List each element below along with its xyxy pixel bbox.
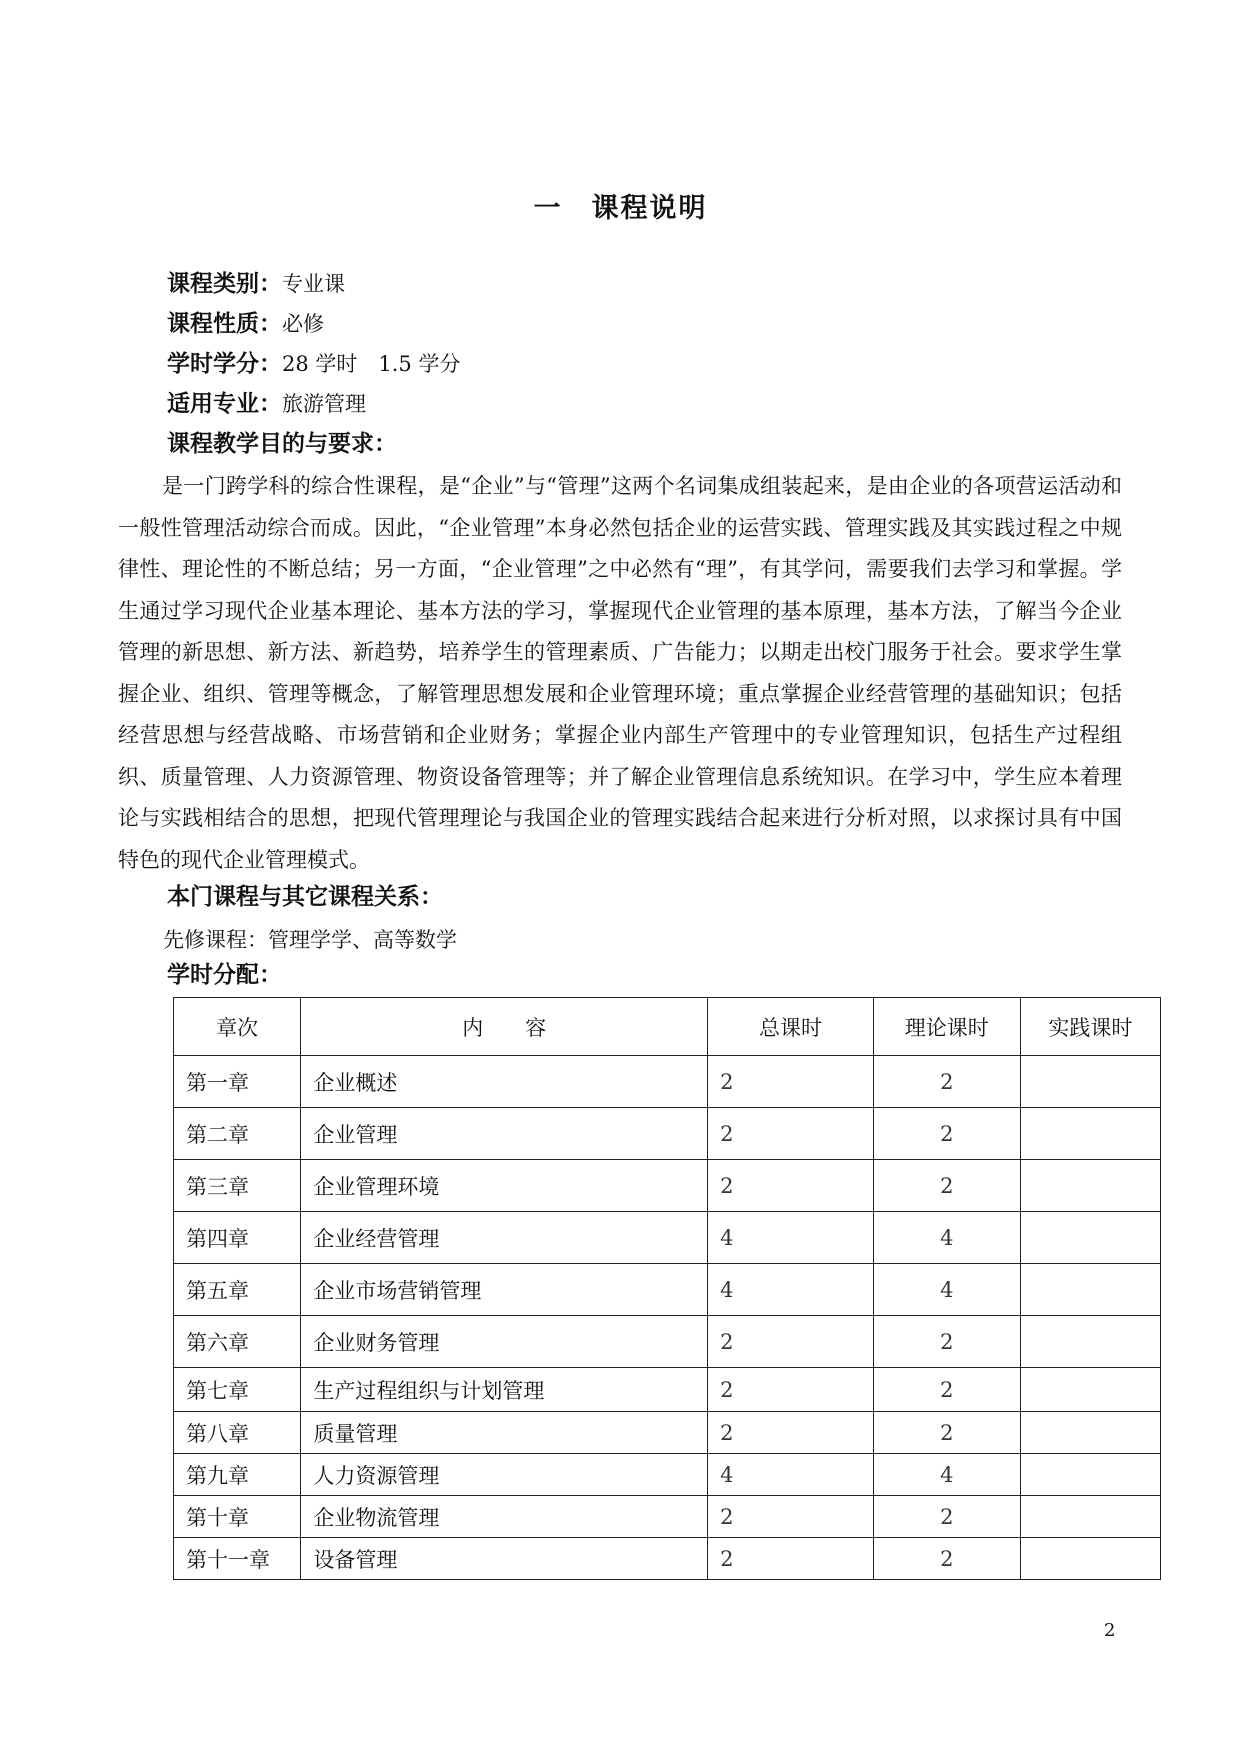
meta-value: 必修 [282, 312, 324, 336]
cell-total: 2 [708, 1496, 874, 1538]
table-row [174, 1368, 1161, 1412]
meta-applicable-major [167, 384, 1147, 424]
cell-total: 4 [708, 1454, 874, 1496]
table-header-row [174, 998, 1161, 1056]
cell-theory: 2 [873, 1160, 1020, 1212]
cell-chapter: 第七章 [174, 1368, 301, 1412]
meta-value: 28 学时 1.5 学分 [282, 352, 461, 376]
cell-total: 2 [708, 1316, 874, 1368]
section-title: 一 课程说明 [533, 193, 708, 224]
cell-content: 企业经营管理 [301, 1212, 708, 1264]
meta-course-nature [167, 304, 1147, 344]
cell-total: 2 [708, 1160, 874, 1212]
cell-total: 2 [708, 1108, 874, 1160]
cell-theory: 2 [873, 1316, 1020, 1368]
cell-practice [1020, 1368, 1160, 1412]
meta-label: 学时学分： [167, 351, 282, 377]
meta-course-category [167, 264, 1147, 304]
cell-chapter: 第十章 [174, 1496, 301, 1538]
cell-chapter: 第九章 [174, 1454, 301, 1496]
cell-chapter: 第四章 [174, 1212, 301, 1264]
cell-practice [1020, 1496, 1160, 1538]
cell-total: 4 [708, 1264, 874, 1316]
cell-total: 2 [708, 1412, 874, 1454]
header-theory-hours: 理论课时 [873, 998, 1020, 1056]
table-row [174, 1412, 1161, 1454]
cell-practice [1020, 1454, 1160, 1496]
hours-table [173, 997, 1161, 1580]
cell-chapter: 第十一章 [174, 1538, 301, 1580]
table-row [174, 1212, 1161, 1264]
meta-label: 适用专业： [167, 391, 282, 417]
cell-practice [1020, 1264, 1160, 1316]
table-row [174, 1056, 1161, 1108]
cell-theory: 4 [873, 1264, 1020, 1316]
meta-label: 课程类别： [167, 271, 282, 297]
meta-value: 专业课 [282, 272, 345, 296]
table-row [174, 1496, 1161, 1538]
course-meta [167, 264, 1147, 464]
cell-chapter: 第五章 [174, 1264, 301, 1316]
cell-practice [1020, 1108, 1160, 1160]
cell-practice [1020, 1412, 1160, 1454]
cell-content: 企业物流管理 [301, 1496, 708, 1538]
cell-practice [1020, 1160, 1160, 1212]
cell-total: 2 [708, 1056, 874, 1108]
table-row [174, 1264, 1161, 1316]
prerequisites: 先修课程：管理学学、高等数学 [163, 928, 457, 952]
cell-total: 4 [708, 1212, 874, 1264]
cell-content: 企业概述 [301, 1056, 708, 1108]
cell-content: 企业管理环境 [301, 1160, 708, 1212]
relation-heading: 本门课程与其它课程关系： [167, 884, 443, 910]
cell-total: 2 [708, 1538, 874, 1580]
cell-chapter: 第六章 [174, 1316, 301, 1368]
meta-label: 课程性质： [167, 311, 282, 337]
cell-chapter: 第一章 [174, 1056, 301, 1108]
cell-total: 2 [708, 1368, 874, 1412]
cell-practice [1020, 1212, 1160, 1264]
page-number: 2 [1104, 1620, 1116, 1641]
cell-content: 企业财务管理 [301, 1316, 708, 1368]
cell-content: 人力资源管理 [301, 1454, 708, 1496]
cell-theory: 2 [873, 1056, 1020, 1108]
header-chapter: 章次 [174, 998, 301, 1056]
cell-theory: 2 [873, 1108, 1020, 1160]
cell-theory: 2 [873, 1412, 1020, 1454]
table-row [174, 1316, 1161, 1368]
cell-content: 企业市场营销管理 [301, 1264, 708, 1316]
cell-theory: 4 [873, 1212, 1020, 1264]
cell-chapter: 第八章 [174, 1412, 301, 1454]
cell-content: 企业管理 [301, 1108, 708, 1160]
meta-label: 课程教学目的与要求： [167, 431, 397, 457]
cell-theory: 2 [873, 1538, 1020, 1580]
cell-practice [1020, 1316, 1160, 1368]
cell-content: 质量管理 [301, 1412, 708, 1454]
table-row [174, 1160, 1161, 1212]
cell-theory: 2 [873, 1368, 1020, 1412]
cell-chapter: 第三章 [174, 1160, 301, 1212]
header-practice-hours: 实践课时 [1020, 998, 1160, 1056]
cell-theory: 4 [873, 1454, 1020, 1496]
cell-theory: 2 [873, 1496, 1020, 1538]
cell-chapter: 第二章 [174, 1108, 301, 1160]
cell-content: 生产过程组织与计划管理 [301, 1368, 708, 1412]
cell-content: 设备管理 [301, 1538, 708, 1580]
cell-practice [1020, 1538, 1160, 1580]
table-row [174, 1108, 1161, 1160]
course-description: 是一门跨学科的综合性课程，是“企业”与“管理”这两个名词集成组装起来，是由企业的各项营运活动和一般性管理活动综合而成。因此，“企业管理”本身必然包括企业的运营实践、管理实践及其实践过程之中规律性、理论性的不断总结；另一方面，“企业管理”之中必然有“理”，有其学问，需要我们去学习和掌握。学生通过学习现代企业基本理论、基本方法的学习，掌握现代企业管理的基本原理，基本方法，了解当今企业管理的新思想、新方法、新趋势，培养学生的管理素质、广告能力；以期走出校门服务于社会。要求学生掌握企业、组织、管理等概念，了解管理思想发展和企业管理环境；重点掌握企业经营管理的基础知识；包括经营思想与经营战略、市场营销和企业财务；掌握企业内部生产管理中的专业管理知识，包括生产过程组织、质量管理、人力资源管理、物资设备管理等；并了解企业管理信息系统知识。在学习中，学生应本着理论与实践相结合的思想，把现代管理理论与我国企业的管理实践结合起来进行分析对照，以求探讨具有中国特色的现代企业管理模式。 [118, 474, 1122, 872]
hours-heading: 学时分配： [167, 962, 282, 988]
table-row [174, 1538, 1161, 1580]
header-content: 内 容 [301, 998, 708, 1056]
meta-hours-credits [167, 344, 1147, 384]
meta-value: 旅游管理 [282, 392, 366, 416]
meta-teaching-goals [167, 424, 1147, 464]
cell-practice [1020, 1056, 1160, 1108]
table-row [174, 1454, 1161, 1496]
header-total-hours: 总课时 [708, 998, 874, 1056]
